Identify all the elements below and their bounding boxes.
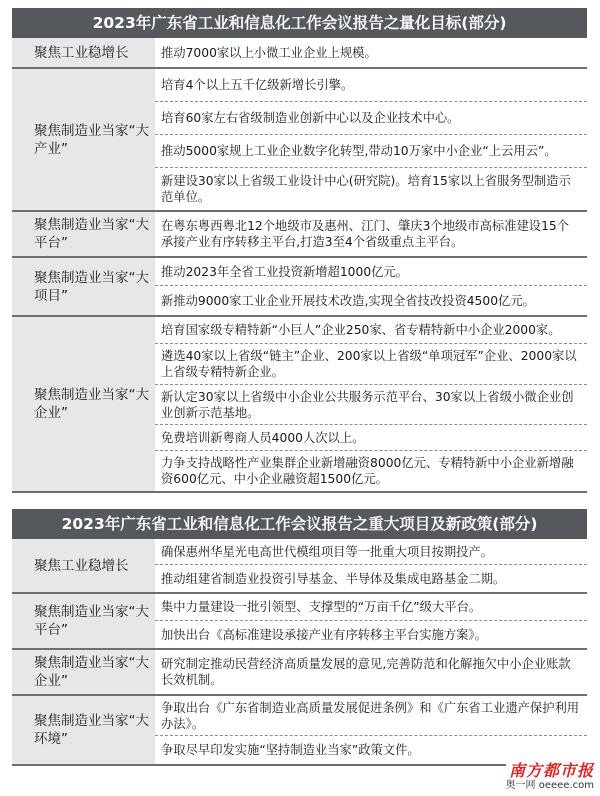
row-category: 聚焦制造业当家“大平台” — [12, 211, 155, 257]
row-items — [155, 257, 587, 316]
table-row — [12, 257, 587, 316]
page-content — [12, 8, 587, 766]
row-category: 聚焦制造业当家“大企业” — [12, 316, 155, 492]
list-item: 新推动9000家工业企业开展技术改造,实现全省技改投资4500亿元。 — [161, 293, 535, 308]
watermark-site: 奥一网 oeeee.com — [505, 780, 594, 791]
list-item: 争取出台《广东省制造业高质量发展促进条例》和《广东省工业遗产保护利用办法》。 — [155, 696, 587, 736]
row-items — [155, 211, 587, 257]
projects-policies-section — [12, 509, 587, 766]
row-items — [155, 38, 587, 68]
list-item: 新建设30家以上省级工业设计中心(研究院)。培育15家以上省服务型制造示范单位。 — [161, 174, 571, 204]
list-item: 力争支持战略性产业集群企业新增融资8000亿元、专精特新中小企业新增融资600亿元、中小企业融资超1500亿元。 — [161, 456, 574, 486]
row-category: 聚焦工业稳增长 — [12, 539, 155, 593]
list-item: 新认定30家以上省级中小企业公共服务示范平台、30家以上省级小微企业创业创新示范基地。 — [155, 385, 587, 425]
table-row — [12, 539, 587, 593]
table-row — [12, 316, 587, 492]
row-items — [155, 68, 587, 211]
list-item: 推动2023年全省工业投资新增超1000亿元。 — [155, 258, 587, 286]
list-item: 争取尽早印发实施“坚持制造业当家”政策文件。 — [161, 743, 420, 757]
list-item: 培育60家左右省级制造业创新中心以及企业技术中心。 — [155, 102, 587, 135]
list-item: 确保惠州华星光电高世代模组项目等一批重大项目按期投产。 — [155, 539, 587, 565]
row-items — [155, 539, 587, 593]
row-category: 聚焦工业稳增长 — [12, 38, 155, 68]
list-item: 加快出台《高标准建设承接产业有序转移主平台实施方案》。 — [161, 627, 487, 642]
table-row — [12, 649, 587, 695]
table-row — [12, 593, 587, 649]
list-item: 集中力量建设一批引领型、支撑型的“万亩千亿”级大平台。 — [155, 594, 587, 621]
row-category: 聚焦制造业当家“大产业” — [12, 68, 155, 211]
list-item: 推动5000家规上工业企业数字化转型,带动10万家中小企业“上云用云”。 — [155, 135, 587, 168]
row-items — [155, 695, 587, 765]
row-category: 聚焦制造业当家“大项目” — [12, 257, 155, 316]
row-items — [155, 316, 587, 492]
list-item: 培育国家级专精特新“小巨人”企业250家、省专精特新中小企业2000家。 — [155, 317, 587, 344]
section-title: 2023年广东省工业和信息化工作会议报告之重大项目及新政策(部分) — [12, 509, 587, 539]
row-category: 聚焦制造业当家“大环境” — [12, 695, 155, 765]
watermark-brand: 南方都市报 — [506, 762, 594, 780]
row-category: 聚焦制造业当家“大企业” — [12, 649, 155, 695]
row-category: 聚焦制造业当家“大平台” — [12, 593, 155, 649]
list-item: 推动7000家以上小微工业企业上规模。 — [161, 45, 377, 60]
quantified-goals-section — [12, 8, 587, 493]
section-gap — [12, 493, 587, 509]
table-row — [12, 68, 587, 211]
list-item: 推动组建省制造业投资引导基金、半导体及集成电路基金二期。 — [161, 571, 506, 586]
table-row — [12, 695, 587, 765]
watermark — [506, 762, 594, 792]
section-title: 2023年广东省工业和信息化工作会议报告之量化目标(部分) — [12, 8, 587, 38]
table-row — [12, 211, 587, 257]
list-item: 在粤东粤西粤北12个地级市及惠州、江门、肇庆3个地级市高标准建设15个承接产业有序转移主平台,打造3至4个省级重点主平台。 — [161, 219, 570, 249]
goals-table — [12, 38, 587, 493]
list-item: 培育4个以上五千亿级新增长引擎。 — [155, 69, 587, 102]
row-items — [155, 649, 587, 695]
list-item: 免费培训新粤商人员4000人次以上。 — [155, 425, 587, 451]
list-item: 研究制定推动民营经济高质量发展的意见,完善防范和化解拖欠中小企业账款长效机制。 — [161, 657, 571, 687]
row-items — [155, 593, 587, 649]
projects-table — [12, 539, 587, 766]
list-item: 遴选40家以上省级“链主”企业、200家以上省级“单项冠军”企业、2000家以上省级专精特新企业。 — [155, 344, 587, 385]
table-row — [12, 38, 587, 68]
